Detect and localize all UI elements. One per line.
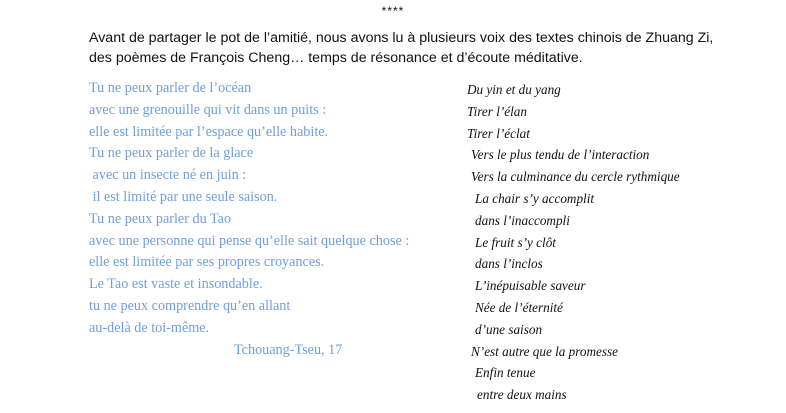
poem-attribution: Tchouang-Tseu, 17 [234,341,343,358]
poem-right-line: dans l’inclos [475,256,543,272]
poem-right-line: N’est autre que la promesse [471,343,618,359]
poem-right-line: Née de l’éternité [475,299,563,315]
poem-right-line: Tirer l’élan [467,103,527,119]
poem-left-line: il est limité par une seule saison. [89,188,278,205]
poem-left-line: avec une grenouille qui vit dans un puits : [89,101,327,118]
poem-right-line: Vers le plus tendu de l’interaction [471,147,650,163]
poem-right-line: Le fruit s’y clôt [475,234,556,250]
poem-right-line: Enfin tenue [475,365,536,381]
poem-left-line: au-delà de toi-même. [89,319,210,336]
intro-paragraph [89,28,714,68]
poem-left-line: Tu ne peux parler de la glace [89,145,254,162]
zhuangzi-poem [89,78,449,361]
intro-line-1: Avant de partager le pot de l’amitié, nous avons lu à plusieurs voix des textes chinois de Zhuang Zi, [89,30,714,46]
poem-right-line: dans l’inaccompli [475,212,570,228]
poem-left-line: Tu ne peux parler de l’océan [89,80,252,96]
poem-left-line: Tu ne peux parler du Tao [89,210,232,227]
poem-right-line: Vers la culminance du cercle rythmique [471,169,680,185]
poem-right-line: entre deux mains [477,387,567,403]
poem-left-line: elle est limitée par l’espace qu’elle habite. [89,123,329,140]
poem-left-line: Le Tao est vaste et insondable. [89,276,263,293]
poem-left-line: elle est limitée par ses propres croyances. [89,254,325,271]
poem-left-line: avec une personne qui pense qu’elle sait quelque chose : [89,232,410,249]
cheng-poem [467,79,767,406]
poem-right-line: L’inépuisable saveur [475,278,586,294]
section-separator: **** [381,4,405,18]
intro-line-2: des poèmes de François Cheng… temps de résonance et d’écoute méditative. [89,50,583,66]
poem-left-line: tu ne peux comprendre qu’en allant [89,297,291,314]
poem-right-line: d’une saison [475,321,543,337]
poem-right-line: Tirer l’éclat [467,125,530,141]
poem-left-line: avec un insecte né en juin : [89,167,247,184]
poem-right-line: Du yin et du yang [467,82,561,97]
poem-right-line: La chair s’y accomplit [475,190,595,206]
